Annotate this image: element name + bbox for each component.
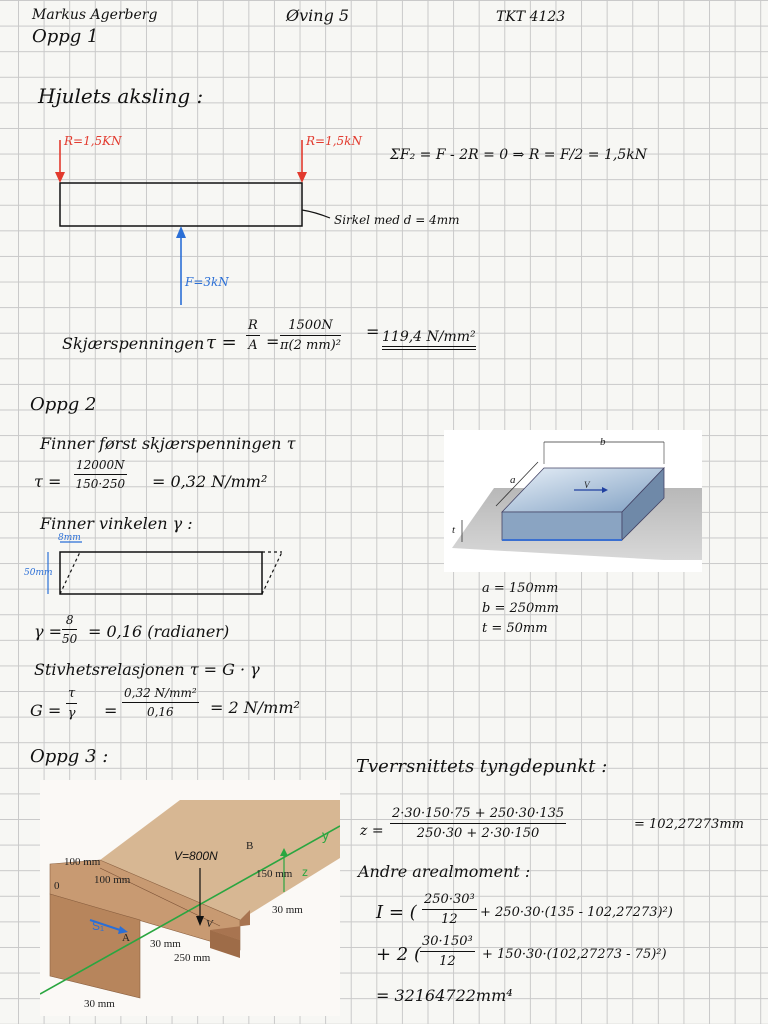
fig-s1-label: S₁ [92, 919, 105, 933]
fig-dim-150: 150 mm [256, 868, 293, 880]
fig-a-label: a [510, 474, 516, 486]
dim-b-value: b = 250mm [482, 601, 559, 616]
fig-v-small: V [206, 918, 213, 930]
task3-heading: Oppg 3 : [30, 746, 109, 767]
center-arrow-head [176, 226, 186, 238]
shear-result-2: = 0,32 N/mm² [152, 472, 268, 491]
dim-a-value: a = 150mm [482, 581, 559, 596]
gamma-lhs: γ = [34, 622, 63, 641]
task1-heading: Hjulets aksling : [38, 84, 204, 108]
r-left-label: R=1,5KN [64, 134, 122, 148]
fraction-tau-gamma: $\frac{\tau}{\gamma}$ [67, 686, 76, 721]
fig-b-label: b [600, 436, 606, 448]
centroid-title: Tverrsnittets tyngdepunkt : [356, 756, 608, 777]
fig-t-label: t [452, 524, 456, 536]
author-name: Markus Agerberg [32, 7, 158, 23]
shear-deformation-sketch [0, 530, 300, 600]
g-lhs: G = [30, 701, 62, 720]
fig-point-a: A [122, 932, 130, 944]
axle-beam [60, 183, 302, 226]
equals-sign-2: = [366, 322, 380, 341]
force-label: F=3kN [185, 275, 229, 289]
centroid-result: = 102,27273mm [634, 817, 744, 832]
shear-word: Skjærspenningen [62, 334, 205, 353]
fraction-values: $\frac{\text{0,32 N/mm²}}{0,16}$ [124, 686, 197, 719]
course-code: TKT 4123 [496, 9, 566, 25]
task1-label: Oppg 1 [32, 26, 99, 47]
fig-v-label: V [584, 480, 590, 490]
fraction-force-area-2: $\frac{12000N}{150\cdot 250}$ [75, 458, 126, 491]
hooke-line: Stivhetsrelasjonen τ = G · γ [34, 660, 260, 679]
equals-sign: = [266, 332, 280, 351]
pin-label: Sirkel med d = 4mm [334, 213, 460, 227]
block-front-face [502, 512, 622, 540]
dim-left-label: 50mm [24, 568, 53, 578]
fig-dim-100-b: 100 mm [94, 874, 131, 886]
fig-dim-250: 250 mm [174, 952, 211, 964]
task2-heading: Oppg 2 [30, 394, 97, 415]
g-result: = 2 N/mm² [210, 698, 300, 717]
deformation-rectangle [60, 552, 262, 594]
right-arrow-head [297, 172, 307, 183]
fraction-flange-inertia: $\frac{\text{250·30³}}{12}$ [424, 892, 475, 927]
fraction-force-area: $\frac{1500N}{\text{π(2 mm)²}}$ [280, 318, 341, 353]
angle-line: Finner vinkelen γ : [40, 514, 193, 533]
fig-shear-force: V=800N [174, 849, 218, 863]
tau-symbol-2: τ = [34, 472, 62, 491]
moment-lhs: I = ( [376, 902, 417, 923]
fig-y-axis: y [322, 827, 329, 843]
fig-dim-30-right: 30 mm [272, 904, 303, 916]
fig-point-b: B [246, 840, 254, 852]
moment-plus-2: + 2 ( [376, 944, 421, 965]
dim-top-label: 8mm [58, 533, 81, 543]
force-sum-equation: ΣF₂ = F - 2R = 0 ⇒ R = F/2 = 1,5kN [390, 147, 647, 163]
moment-term-2: + 150·30·(102,27273 - 75)²) [482, 947, 667, 962]
axle-diagram [0, 0, 768, 330]
moment-result: = 32164722mm⁴ [376, 986, 513, 1005]
fig-z-axis: z [302, 865, 308, 879]
pin-leader-line [302, 210, 330, 218]
shear-result: 119,4 N/mm² [382, 330, 476, 350]
fig-dim-30-bottom: 30 mm [84, 998, 115, 1010]
fraction-centroid: $\frac{2\cdot 30\cdot 150\cdot 75 + 250\cdot 30\cdot 135}{250\cdot 30 + 2\cdot 30\cdot 150}$ [392, 806, 565, 841]
fraction-web-inertia: $\frac{\text{30·150³}}{12}$ [422, 934, 473, 969]
wood-beam-drawing [40, 780, 340, 1016]
shear-block-figure [444, 430, 702, 572]
z-lhs: z = [360, 823, 384, 839]
gamma-result: = 0,16 (radianer) [88, 622, 230, 641]
shear-first-line: Finner først skjærspenningen τ [40, 434, 296, 453]
moment-term-1: + 250·30·(135 - 102,27273)²) [480, 905, 673, 920]
fig-dim-100-a: 100 mm [64, 856, 101, 868]
wood-beam-figure [40, 780, 340, 1016]
fig-dim-30-mid: 30 mm [150, 938, 181, 950]
tau-symbol: τ = [206, 332, 237, 353]
left-arrow-head [55, 172, 65, 183]
dim-t-value: t = 50mm [482, 621, 548, 636]
fraction-r-a: $\frac{R}{A}$ [248, 318, 258, 353]
fig-origin-label: 0 [54, 880, 60, 892]
shear-block-drawing [444, 430, 702, 572]
moment-title: Andre arealmoment : [358, 862, 531, 881]
fraction-gamma: $\frac{8}{50}$ [62, 613, 78, 646]
exercise-title: Øving 5 [286, 6, 350, 25]
r-right-label: R=1,5kN [306, 134, 362, 148]
g-equals: = [104, 701, 118, 720]
